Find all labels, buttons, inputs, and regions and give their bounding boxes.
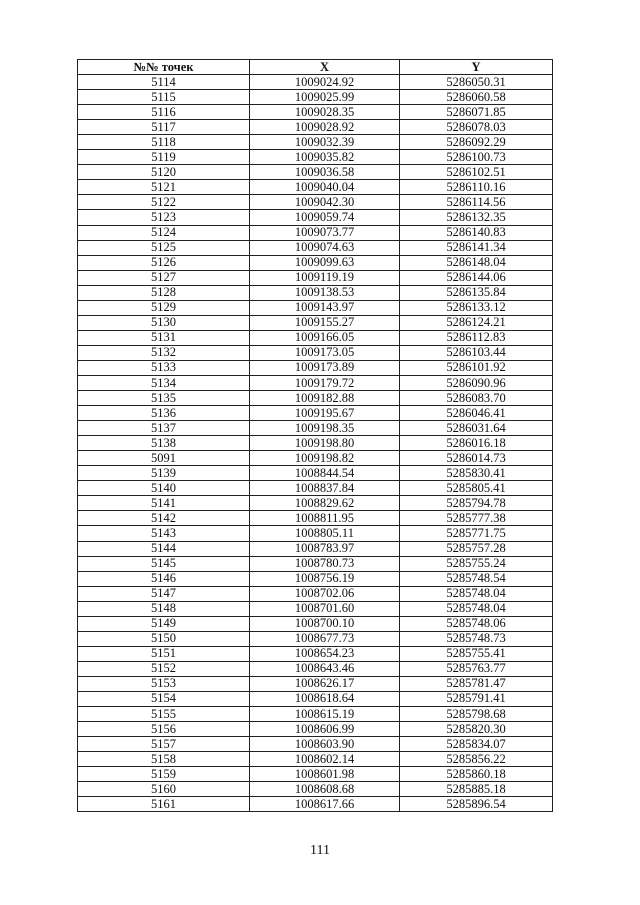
- x-coordinate-cell: 1009195.67: [250, 406, 400, 421]
- table-row: [78, 571, 553, 586]
- point-number-cell: 5154: [78, 691, 250, 706]
- x-coordinate-cell: 1008701.60: [250, 601, 400, 616]
- x-coordinate-cell: 1009166.05: [250, 330, 400, 345]
- point-number-cell: 5153: [78, 676, 250, 691]
- point-number-cell: 5129: [78, 300, 250, 315]
- y-coordinate-cell: 5286133.12: [400, 300, 553, 315]
- y-coordinate-cell: 5285896.54: [400, 797, 553, 812]
- x-coordinate-cell: 1008606.99: [250, 722, 400, 737]
- y-coordinate-cell: 5286112.83: [400, 330, 553, 345]
- x-coordinate-cell: 1008844.54: [250, 466, 400, 481]
- point-number-cell: 5125: [78, 240, 250, 255]
- y-coordinate-cell: 5286140.83: [400, 225, 553, 240]
- table-row: [78, 90, 553, 105]
- y-coordinate-cell: 5285794.78: [400, 496, 553, 511]
- table-row: [78, 330, 553, 345]
- table-row: [78, 601, 553, 616]
- table-row: [78, 180, 553, 195]
- table-row: [78, 270, 553, 285]
- table-row: [78, 225, 553, 240]
- table-row: [78, 165, 553, 180]
- table-body: [78, 75, 553, 812]
- point-number-cell: 5116: [78, 105, 250, 120]
- table-row: [78, 737, 553, 752]
- x-coordinate-cell: 1009059.74: [250, 210, 400, 225]
- point-number-cell: 5141: [78, 496, 250, 511]
- point-number-cell: 5149: [78, 616, 250, 631]
- point-number-cell: 5114: [78, 75, 250, 90]
- table-row: [78, 375, 553, 390]
- point-number-cell: 5136: [78, 406, 250, 421]
- column-header-y: Y: [400, 60, 553, 75]
- x-coordinate-cell: 1009042.30: [250, 195, 400, 210]
- y-coordinate-cell: 5285791.41: [400, 691, 553, 706]
- table-row: [78, 391, 553, 406]
- point-number-cell: 5150: [78, 631, 250, 646]
- table-row: [78, 661, 553, 676]
- y-coordinate-cell: 5285830.41: [400, 466, 553, 481]
- x-coordinate-cell: 1009040.04: [250, 180, 400, 195]
- point-number-cell: 5157: [78, 737, 250, 752]
- point-number-cell: 5144: [78, 541, 250, 556]
- table-row: [78, 75, 553, 90]
- y-coordinate-cell: 5285763.77: [400, 661, 553, 676]
- point-number-cell: 5140: [78, 481, 250, 496]
- y-coordinate-cell: 5286092.29: [400, 135, 553, 150]
- point-number-cell: 5130: [78, 315, 250, 330]
- x-coordinate-cell: 1008615.19: [250, 707, 400, 722]
- point-number-cell: 5121: [78, 180, 250, 195]
- table-row: [78, 195, 553, 210]
- y-coordinate-cell: 5286046.41: [400, 406, 553, 421]
- y-coordinate-cell: 5286016.18: [400, 436, 553, 451]
- x-coordinate-cell: 1009119.19: [250, 270, 400, 285]
- table-row: [78, 481, 553, 496]
- table-row: [78, 782, 553, 797]
- point-number-cell: 5138: [78, 436, 250, 451]
- point-number-cell: 5119: [78, 150, 250, 165]
- point-number-cell: 5142: [78, 511, 250, 526]
- x-coordinate-cell: 1008756.19: [250, 571, 400, 586]
- table-row: [78, 345, 553, 360]
- x-coordinate-cell: 1008700.10: [250, 616, 400, 631]
- point-number-cell: 5161: [78, 797, 250, 812]
- point-number-cell: 5118: [78, 135, 250, 150]
- point-number-cell: 5152: [78, 661, 250, 676]
- x-coordinate-cell: 1009138.53: [250, 285, 400, 300]
- table-row: [78, 707, 553, 722]
- x-coordinate-cell: 1008783.97: [250, 541, 400, 556]
- x-coordinate-cell: 1008780.73: [250, 556, 400, 571]
- x-coordinate-cell: 1009028.92: [250, 120, 400, 135]
- y-coordinate-cell: 5285834.07: [400, 737, 553, 752]
- column-header-x: X: [250, 60, 400, 75]
- x-coordinate-cell: 1009024.92: [250, 75, 400, 90]
- point-number-cell: 5132: [78, 345, 250, 360]
- y-coordinate-cell: 5285755.41: [400, 646, 553, 661]
- table-row: [78, 240, 553, 255]
- x-coordinate-cell: 1009173.89: [250, 360, 400, 375]
- x-coordinate-cell: 1008618.64: [250, 691, 400, 706]
- table-row: [78, 406, 553, 421]
- y-coordinate-cell: 5285748.06: [400, 616, 553, 631]
- y-coordinate-cell: 5286141.34: [400, 240, 553, 255]
- table-row: [78, 436, 553, 451]
- x-coordinate-cell: 1008602.14: [250, 752, 400, 767]
- x-coordinate-cell: 1008677.73: [250, 631, 400, 646]
- y-coordinate-cell: 5285777.38: [400, 511, 553, 526]
- point-number-cell: 5128: [78, 285, 250, 300]
- x-coordinate-cell: 1008601.98: [250, 767, 400, 782]
- y-coordinate-cell: 5285856.22: [400, 752, 553, 767]
- point-number-cell: 5091: [78, 451, 250, 466]
- point-number-cell: 5160: [78, 782, 250, 797]
- point-number-cell: 5122: [78, 195, 250, 210]
- y-coordinate-cell: 5285805.41: [400, 481, 553, 496]
- coordinates-table: [77, 59, 553, 812]
- table-row: [78, 691, 553, 706]
- table-row: [78, 315, 553, 330]
- y-coordinate-cell: 5285820.30: [400, 722, 553, 737]
- y-coordinate-cell: 5286014.73: [400, 451, 553, 466]
- point-number-cell: 5127: [78, 270, 250, 285]
- x-coordinate-cell: 1009032.39: [250, 135, 400, 150]
- table-row: [78, 451, 553, 466]
- table-row: [78, 360, 553, 375]
- page-number: 111: [310, 843, 330, 858]
- point-number-cell: 5155: [78, 707, 250, 722]
- table-row: [78, 586, 553, 601]
- table-row: [78, 526, 553, 541]
- point-number-cell: 5146: [78, 571, 250, 586]
- x-coordinate-cell: 1009036.58: [250, 165, 400, 180]
- table-row: [78, 421, 553, 436]
- point-number-cell: 5135: [78, 391, 250, 406]
- y-coordinate-cell: 5285757.28: [400, 541, 553, 556]
- table-row: [78, 105, 553, 120]
- y-coordinate-cell: 5285748.04: [400, 586, 553, 601]
- table-row: [78, 556, 553, 571]
- y-coordinate-cell: 5286124.21: [400, 315, 553, 330]
- y-coordinate-cell: 5286101.92: [400, 360, 553, 375]
- point-number-cell: 5134: [78, 375, 250, 390]
- point-number-cell: 5137: [78, 421, 250, 436]
- x-coordinate-cell: 1008608.68: [250, 782, 400, 797]
- y-coordinate-cell: 5286114.56: [400, 195, 553, 210]
- y-coordinate-cell: 5286031.64: [400, 421, 553, 436]
- y-coordinate-cell: 5286144.06: [400, 270, 553, 285]
- y-coordinate-cell: 5286078.03: [400, 120, 553, 135]
- x-coordinate-cell: 1008654.23: [250, 646, 400, 661]
- y-coordinate-cell: 5286090.96: [400, 375, 553, 390]
- y-coordinate-cell: 5286103.44: [400, 345, 553, 360]
- x-coordinate-cell: 1009143.97: [250, 300, 400, 315]
- y-coordinate-cell: 5286100.73: [400, 150, 553, 165]
- y-coordinate-cell: 5286132.35: [400, 210, 553, 225]
- x-coordinate-cell: 1008643.46: [250, 661, 400, 676]
- y-coordinate-cell: 5286050.31: [400, 75, 553, 90]
- table-row: [78, 511, 553, 526]
- table-row: [78, 646, 553, 661]
- y-coordinate-cell: 5286083.70: [400, 391, 553, 406]
- point-number-cell: 5156: [78, 722, 250, 737]
- point-number-cell: 5117: [78, 120, 250, 135]
- y-coordinate-cell: 5286148.04: [400, 255, 553, 270]
- point-number-cell: 5120: [78, 165, 250, 180]
- x-coordinate-cell: 1008617.66: [250, 797, 400, 812]
- point-number-cell: 5148: [78, 601, 250, 616]
- y-coordinate-cell: 5286071.85: [400, 105, 553, 120]
- point-number-cell: 5151: [78, 646, 250, 661]
- point-number-cell: 5143: [78, 526, 250, 541]
- table-row: [78, 496, 553, 511]
- table-row: [78, 135, 553, 150]
- point-number-cell: 5126: [78, 255, 250, 270]
- x-coordinate-cell: 1009179.72: [250, 375, 400, 390]
- point-number-cell: 5133: [78, 360, 250, 375]
- x-coordinate-cell: 1009099.63: [250, 255, 400, 270]
- y-coordinate-cell: 5286102.51: [400, 165, 553, 180]
- table-row: [78, 676, 553, 691]
- table-row: [78, 300, 553, 315]
- table-row: [78, 722, 553, 737]
- point-number-cell: 5115: [78, 90, 250, 105]
- table-row: [78, 752, 553, 767]
- column-header-point-number: №№ точек: [78, 60, 250, 75]
- y-coordinate-cell: 5285748.04: [400, 601, 553, 616]
- x-coordinate-cell: 1009155.27: [250, 315, 400, 330]
- table-header-row: [78, 60, 553, 75]
- table-row: [78, 541, 553, 556]
- point-number-cell: 5139: [78, 466, 250, 481]
- y-coordinate-cell: 5285748.54: [400, 571, 553, 586]
- y-coordinate-cell: 5285771.75: [400, 526, 553, 541]
- point-number-cell: 5158: [78, 752, 250, 767]
- point-number-cell: 5131: [78, 330, 250, 345]
- table-row: [78, 616, 553, 631]
- x-coordinate-cell: 1009074.63: [250, 240, 400, 255]
- x-coordinate-cell: 1008702.06: [250, 586, 400, 601]
- x-coordinate-cell: 1008829.62: [250, 496, 400, 511]
- y-coordinate-cell: 5285781.47: [400, 676, 553, 691]
- y-coordinate-cell: 5285860.18: [400, 767, 553, 782]
- y-coordinate-cell: 5285748.73: [400, 631, 553, 646]
- y-coordinate-cell: 5285885.18: [400, 782, 553, 797]
- x-coordinate-cell: 1009198.82: [250, 451, 400, 466]
- table-row: [78, 767, 553, 782]
- x-coordinate-cell: 1009182.88: [250, 391, 400, 406]
- y-coordinate-cell: 5286060.58: [400, 90, 553, 105]
- x-coordinate-cell: 1008603.90: [250, 737, 400, 752]
- point-number-cell: 5159: [78, 767, 250, 782]
- y-coordinate-cell: 5285755.24: [400, 556, 553, 571]
- x-coordinate-cell: 1008837.84: [250, 481, 400, 496]
- table-row: [78, 255, 553, 270]
- table-row: [78, 466, 553, 481]
- x-coordinate-cell: 1009025.99: [250, 90, 400, 105]
- x-coordinate-cell: 1009198.35: [250, 421, 400, 436]
- y-coordinate-cell: 5286110.16: [400, 180, 553, 195]
- point-number-cell: 5124: [78, 225, 250, 240]
- x-coordinate-cell: 1008626.17: [250, 676, 400, 691]
- table-row: [78, 285, 553, 300]
- table-row: [78, 797, 553, 812]
- x-coordinate-cell: 1009035.82: [250, 150, 400, 165]
- x-coordinate-cell: 1009028.35: [250, 105, 400, 120]
- x-coordinate-cell: 1009073.77: [250, 225, 400, 240]
- x-coordinate-cell: 1009173.05: [250, 345, 400, 360]
- point-number-cell: 5147: [78, 586, 250, 601]
- table-row: [78, 120, 553, 135]
- table-row: [78, 210, 553, 225]
- x-coordinate-cell: 1008805.11: [250, 526, 400, 541]
- point-number-cell: 5123: [78, 210, 250, 225]
- x-coordinate-cell: 1008811.95: [250, 511, 400, 526]
- point-number-cell: 5145: [78, 556, 250, 571]
- y-coordinate-cell: 5285798.68: [400, 707, 553, 722]
- y-coordinate-cell: 5286135.84: [400, 285, 553, 300]
- table-row: [78, 631, 553, 646]
- table-row: [78, 150, 553, 165]
- x-coordinate-cell: 1009198.80: [250, 436, 400, 451]
